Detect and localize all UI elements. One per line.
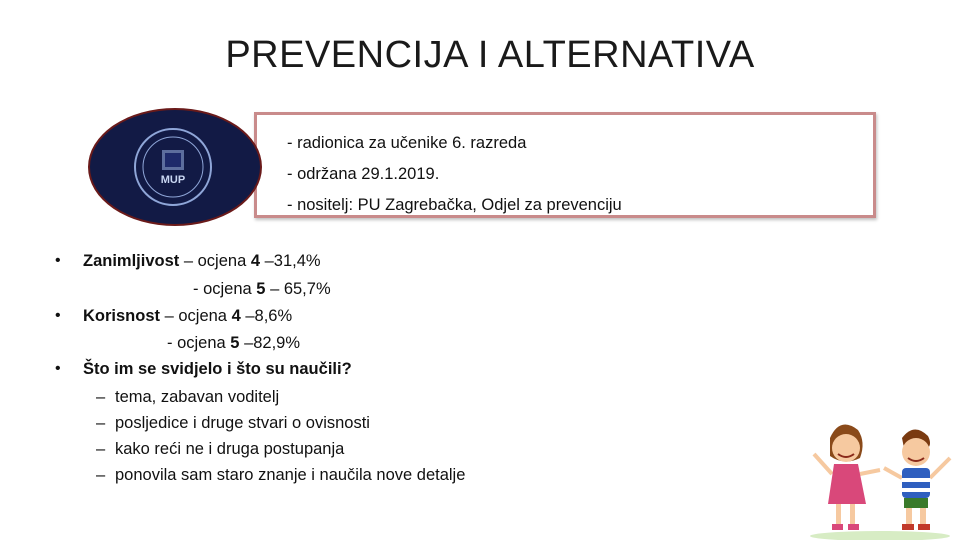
- dash-marker: –: [96, 414, 106, 432]
- dash-marker: –: [96, 440, 106, 458]
- bullet-item-zanimljivost: Zanimljivost – ocjena 4 –31,4%: [83, 252, 321, 270]
- info-line: - radionica za učenike 6. razreda: [287, 134, 527, 152]
- police-badge: [88, 108, 262, 226]
- dash-marker: –: [96, 388, 106, 406]
- two-children-waving-icon: [800, 408, 960, 540]
- info-line: - održana 29.1.2019.: [287, 165, 440, 183]
- dash-marker: –: [96, 466, 106, 484]
- bullet-subline: - ocjena 5 –82,9%: [167, 334, 301, 352]
- bullet-marker: •: [55, 307, 61, 324]
- logo-text: MUP: [160, 174, 186, 186]
- sub-item: ponovila sam staro znanje i naučila nove detalje: [115, 466, 466, 484]
- police-seal-icon: [132, 126, 214, 208]
- info-box: [254, 112, 876, 218]
- bullet-item-korisnost: Korisnost – ocjena 4 –8,6%: [83, 307, 293, 325]
- bullet-subline: - ocjena 5 – 65,7%: [193, 280, 331, 298]
- sub-item: tema, zabavan voditelj: [115, 388, 280, 406]
- bullet-marker: •: [55, 252, 61, 269]
- bullet-marker: •: [55, 360, 61, 377]
- sub-item: posljedice i druge stvari o ovisnosti: [115, 414, 370, 432]
- bullet-item-feedback: Što im se svidjelo i što su naučili?: [83, 360, 352, 378]
- info-line: - nositelj: PU Zagrebačka, Odjel za prevenciju: [287, 196, 622, 214]
- sub-item: kako reći ne i druga postupanja: [115, 440, 345, 458]
- slide-title: PREVENCIJA I ALTERNATIVA: [225, 34, 755, 76]
